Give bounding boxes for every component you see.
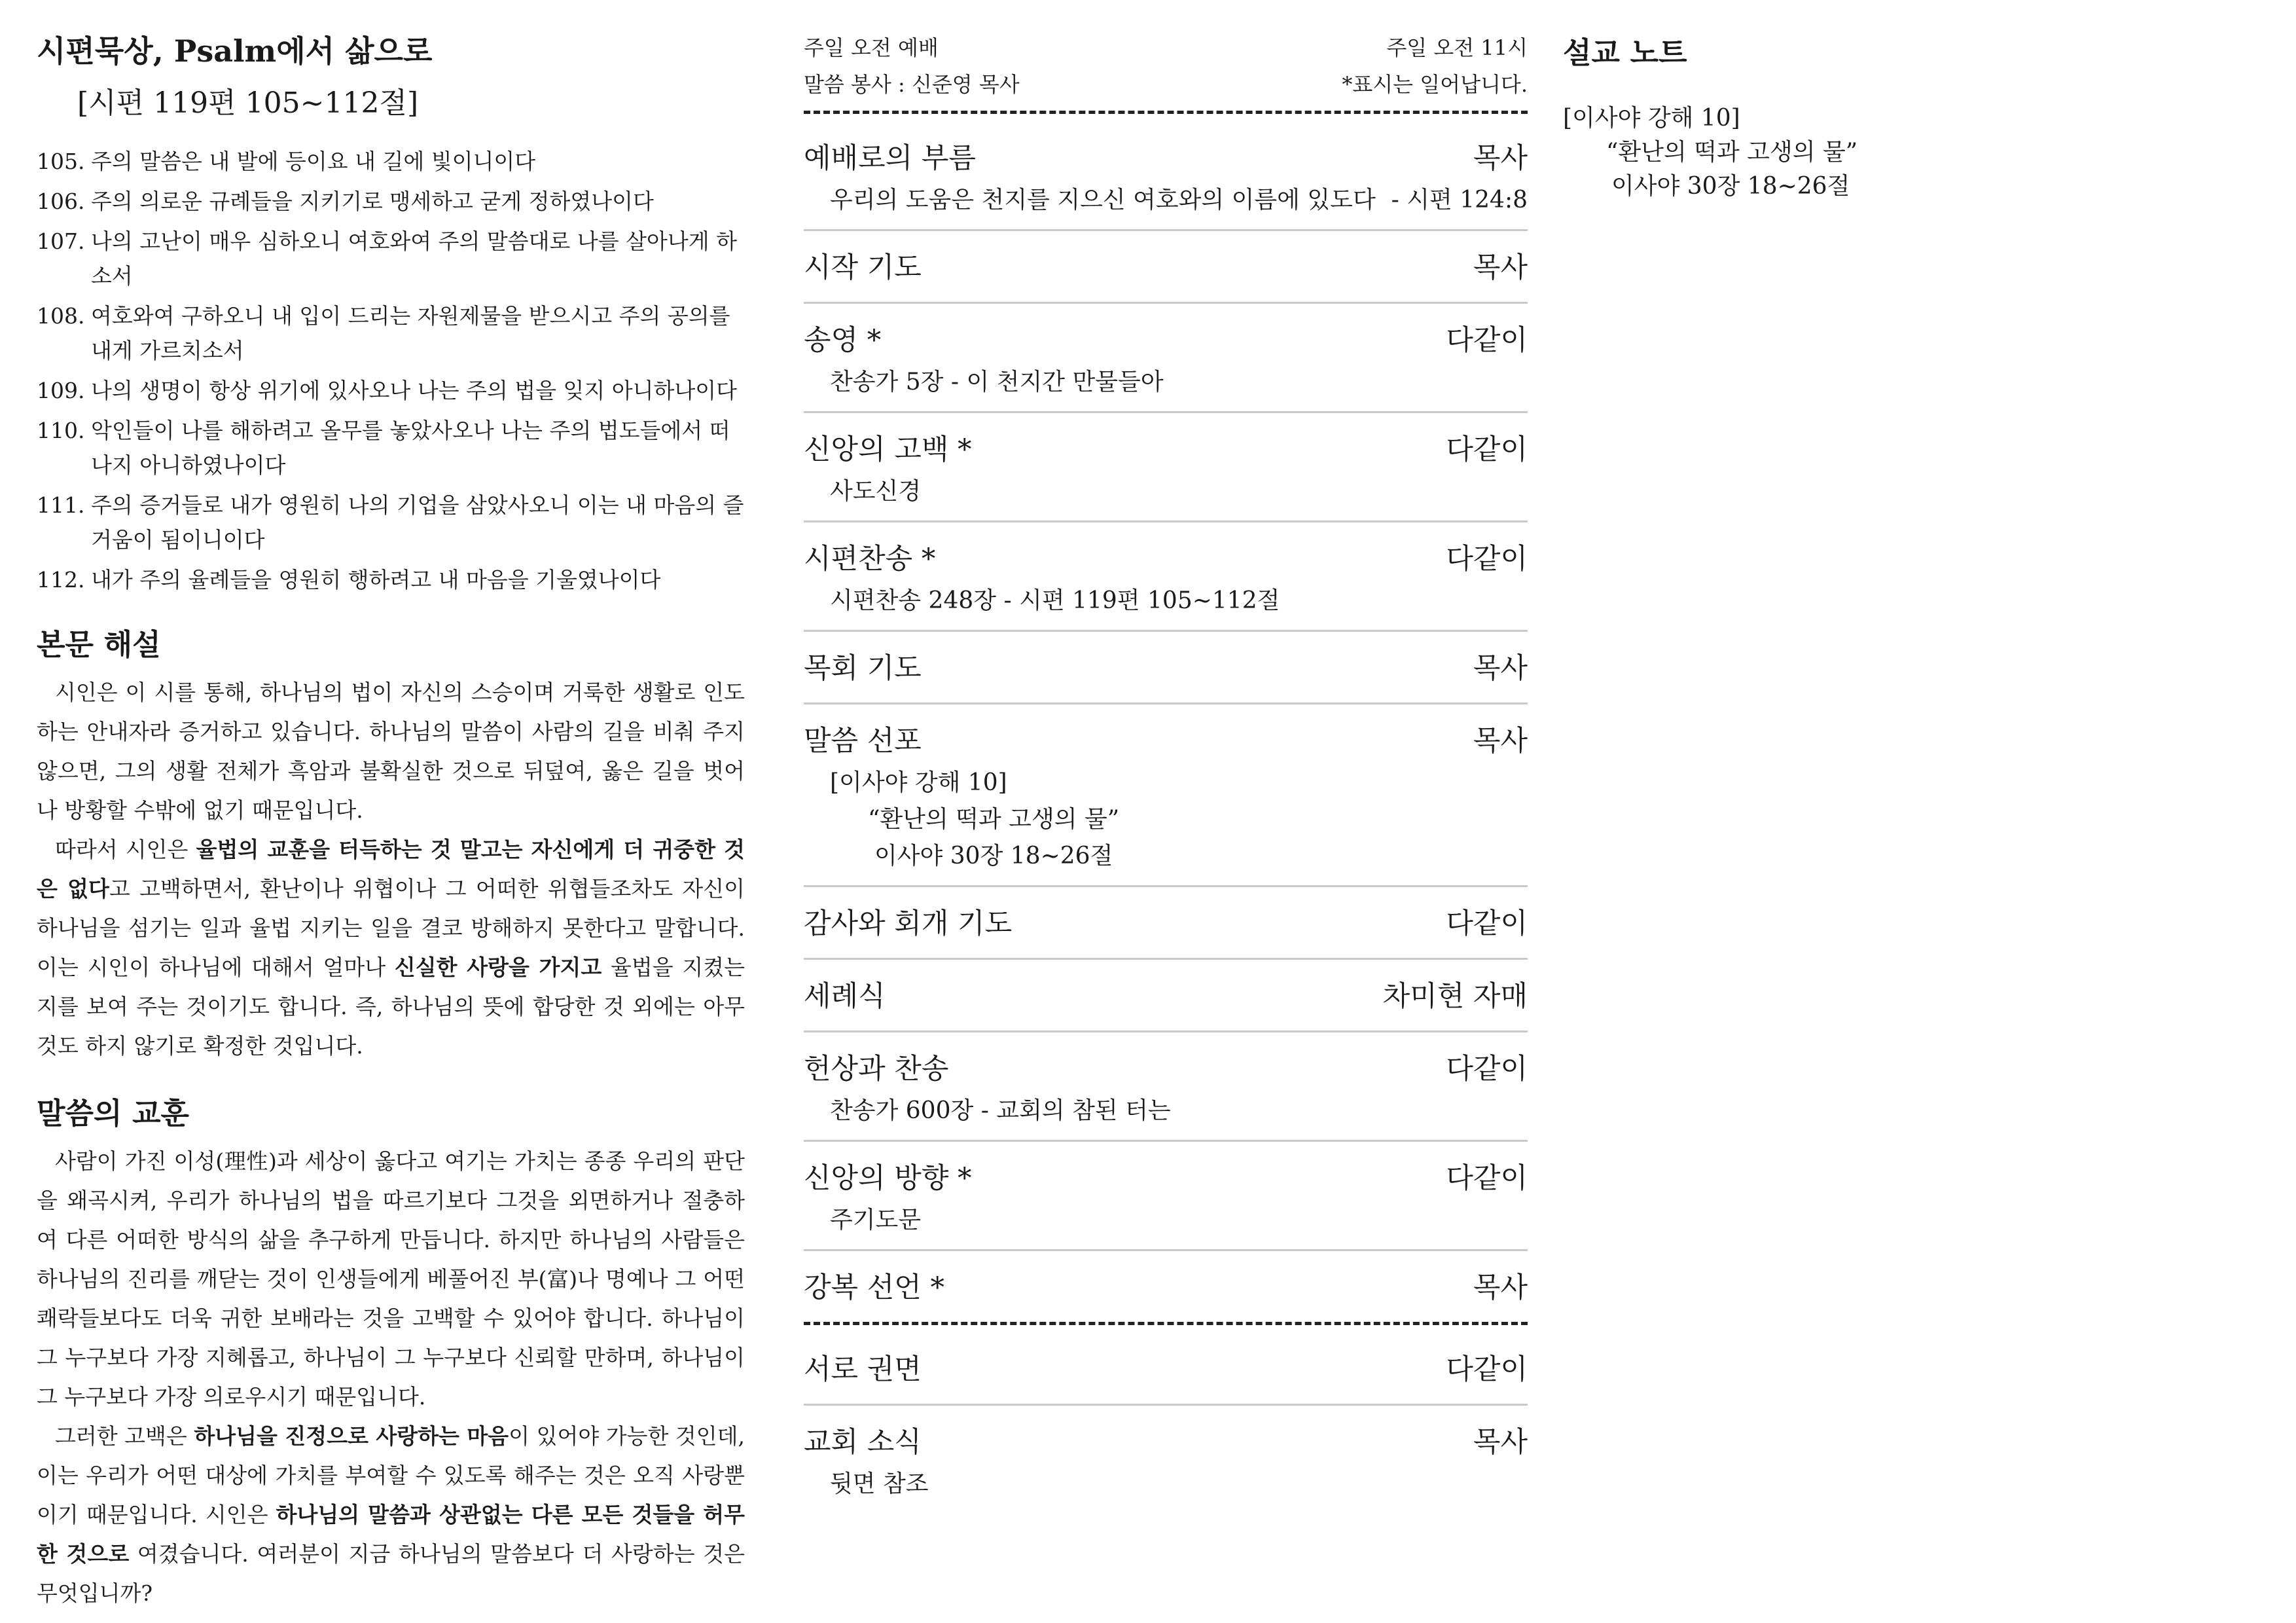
item-title: 감사와 회개 기도 bbox=[804, 907, 1013, 940]
call-reference: - 시편 124:8 bbox=[1391, 187, 1528, 213]
item-detail: 찬송가 5장 - 이 천지간 만물들아 bbox=[830, 369, 1164, 395]
verse-text: 주의 증거들로 내가 영원히 나의 기업을 삼았사오니 이는 내 마음의 즐거움이 됨이니이다 bbox=[91, 492, 744, 553]
item-title: 교회 소식 bbox=[804, 1426, 922, 1459]
worship-item-direction bbox=[804, 1142, 1528, 1251]
sermon-title: “환난의 떡과 고생의 물” bbox=[868, 806, 1120, 833]
verse-number: 106. bbox=[37, 189, 85, 214]
sermon-notes-body bbox=[1563, 101, 2257, 204]
item-title: 예배로의 부름 bbox=[804, 142, 976, 175]
notes-passage: 이사야 30장 18~26절 bbox=[1611, 173, 1850, 200]
lesson-heading: 말씀의 교훈 bbox=[37, 1096, 190, 1131]
verse-text: 나의 생명이 항상 위기에 있사오나 나는 주의 법을 잊지 아니하나이다 bbox=[91, 378, 737, 403]
item-title: 시작 기도 bbox=[804, 251, 922, 284]
verse-number: 108. bbox=[37, 303, 85, 329]
sermon-notes-title: 설교 노트 bbox=[1563, 35, 1687, 70]
passage-reference: [시편 119편 105~112절] bbox=[77, 86, 419, 120]
worship-item-pastoral-prayer bbox=[804, 632, 1528, 704]
service-time: 주일 오전 11시 bbox=[1386, 35, 1528, 60]
verse-item bbox=[37, 488, 745, 557]
item-leader: 목사 bbox=[1473, 142, 1528, 175]
notes-series: [이사야 강해 10] bbox=[1563, 105, 1740, 132]
verse-item bbox=[37, 144, 745, 179]
item-title: 말씀 선포 bbox=[804, 725, 922, 757]
service-header bbox=[804, 29, 1528, 66]
worship-item-sermon bbox=[804, 704, 1528, 887]
verse-item bbox=[37, 413, 745, 483]
verse-text: 내가 주의 율례들을 영원히 행하려고 내 마음을 기울였나이다 bbox=[91, 567, 661, 593]
item-leader: 다같이 bbox=[1446, 1162, 1528, 1195]
item-detail: 시편찬송 248장 - 시편 119편 105~112절 bbox=[830, 587, 1280, 614]
verse-text: 주의 말씀은 내 발에 등이요 내 길에 빛이니이다 bbox=[91, 149, 536, 174]
verse-number: 109. bbox=[37, 378, 85, 403]
item-detail: 뒷면 참조 bbox=[830, 1470, 929, 1497]
worship-item-baptism bbox=[804, 960, 1528, 1032]
commentary-paragraph: 시인은 이 시를 통해, 하나님의 법이 자신의 스승이며 거룩한 생활로 인도하는 안내자라 증거하고 있습니다. 하나님의 말씀이 사람의 길을 비춰 주지 않으면, 그의 생활 전체가 흑암과 불확실한 것으로 뒤덮여, 옳은 길을 벗어나 방황할 수밖에 없기 때문입니다. bbox=[37, 680, 745, 823]
item-leader: 다같이 bbox=[1446, 1353, 1528, 1386]
item-title: 신앙의 방향 * bbox=[804, 1162, 972, 1195]
lesson-paragraph: 그러한 고백은 하나님을 진정으로 사랑하는 마음이 있어야 가능한 것인데, 이는 우리가 어떤 대상에 가치를 부여할 수 있도록 해주는 것은 오직 사랑뿐이기 때문입니다. 시인은 하나님의 말씀과 상관없는 다른 모든 것들을 허무한 것으로 여겼습니다. 여러분이 지금 하나님의 말씀보다 더 사랑하는 것은 무엇입니까? bbox=[37, 1423, 745, 1606]
worship-item-news bbox=[804, 1406, 1528, 1513]
item-detail: 주기도문 bbox=[830, 1207, 922, 1233]
call-scripture: 우리의 도움은 천지를 지으신 여호와의 이름에 있도다 bbox=[830, 187, 1376, 213]
dashed-divider bbox=[804, 1322, 1528, 1325]
verse-text: 주의 의로운 규례들을 지키기로 맹세하고 굳게 정하였나이다 bbox=[91, 189, 654, 214]
verse-number: 110. bbox=[37, 418, 85, 443]
verse-text: 여호와여 구하오니 내 입이 드리는 자원제물을 받으시고 주의 공의를 내게 가르치소서 bbox=[91, 303, 730, 363]
verse-item bbox=[37, 299, 745, 368]
verse-number: 107. bbox=[37, 228, 85, 254]
worship-item-call bbox=[804, 122, 1528, 231]
commentary-paragraph: 따라서 시인은 율법의 교훈을 터득하는 것 말고는 자신에게 더 귀중한 것은 없다고 고백하면서, 환난이나 위협이나 그 어떠한 위협들조차도 자신이 하나님을 섬기는 일과 율법 지키는 일을 결코 방해하지 못한다고 말합니다. 이는 시인이 하나님에 대해서 얼마나 신실한 사랑을 가지고 율법을 지켰는지를 보여 주는 것이기도 합니다. 즉, 하나님의 뜻에 합당한 것 외에는 아무 것도 하지 않기로 확정한 것입니다. bbox=[37, 837, 745, 1059]
worship-item-thanks-prayer bbox=[804, 887, 1528, 960]
item-title: 송영 * bbox=[804, 324, 882, 357]
sermon-detail bbox=[804, 765, 1528, 875]
item-title: 세례식 bbox=[804, 980, 886, 1013]
item-detail: 찬송가 600장 - 교회의 참된 터는 bbox=[830, 1097, 1171, 1124]
item-leader: 다같이 bbox=[1446, 543, 1528, 575]
item-leader: 목사 bbox=[1473, 251, 1528, 284]
worship-item-confession bbox=[804, 413, 1528, 522]
verse-list bbox=[37, 144, 745, 597]
item-detail: 사도신경 bbox=[830, 478, 922, 505]
item-title: 신앙의 고백 * bbox=[804, 433, 972, 466]
worship-item-benediction bbox=[804, 1251, 1528, 1322]
item-title: 시편찬송 * bbox=[804, 543, 936, 575]
verse-item bbox=[37, 562, 745, 597]
item-leader: 목사 bbox=[1473, 1271, 1528, 1304]
sermon-passage: 이사야 30장 18~26절 bbox=[874, 843, 1113, 869]
item-leader: 다같이 bbox=[1446, 324, 1528, 357]
item-leader: 목사 bbox=[1473, 1426, 1528, 1459]
verse-number: 105. bbox=[37, 149, 85, 174]
verse-item bbox=[37, 224, 745, 293]
item-title: 서로 권면 bbox=[804, 1353, 922, 1386]
sermon-notes-column bbox=[1563, 29, 2257, 204]
item-leader: 다같이 bbox=[1446, 907, 1528, 940]
verse-item bbox=[37, 373, 745, 408]
worship-item-exhortation bbox=[804, 1333, 1528, 1406]
notes-sermon-title: “환난의 떡과 고생의 물” bbox=[1606, 139, 1858, 166]
stand-note: *표시는 일어납니다. bbox=[1342, 72, 1528, 97]
service-subheader bbox=[804, 66, 1528, 103]
worship-item-psalm-song bbox=[804, 522, 1528, 632]
worship-item-opening-prayer bbox=[804, 231, 1528, 304]
item-leader: 목사 bbox=[1473, 652, 1528, 685]
service-name: 주일 오전 예배 bbox=[804, 35, 939, 60]
item-leader: 차미현 자매 bbox=[1382, 980, 1528, 1013]
lesson-paragraph: 사람이 가진 이성(理性)과 세상이 옳다고 여기는 가치는 종종 우리의 판단을 왜곡시켜, 우리가 하나님의 법을 따르기보다 그것을 외면하거나 절충하여 다른 어떠한 방식의 삶을 추구하게 만듭니다. 하지만 하나님의 사람들은 하나님의 진리를 깨닫는 것이 인생들에게 베풀어진 부(富)나 명예나 그 어떤 쾌락들보다도 더욱 귀한 보배라는 것을 고백할 수 있어야 합니다. 하나님이 그 누구보다 가장 지혜롭고, 하나님이 그 누구보다 신뢰할 만하며, 하나님이 그 누구보다 가장 의로우시기 때문입니다. bbox=[37, 1148, 745, 1410]
worship-item-doxology bbox=[804, 304, 1528, 413]
dashed-divider bbox=[804, 111, 1528, 114]
verse-number: 112. bbox=[37, 567, 85, 593]
item-title: 강복 선언 * bbox=[804, 1271, 944, 1304]
verse-text: 나의 고난이 매우 심하오니 여호와여 주의 말씀대로 나를 살아나게 하소서 bbox=[91, 228, 737, 289]
item-leader: 목사 bbox=[1473, 725, 1528, 757]
verse-text: 악인들이 나를 해하려고 올무를 놓았사오나 나는 주의 법도들에서 떠나지 아니하였나이다 bbox=[91, 418, 730, 478]
sermon-series: [이사야 강해 10] bbox=[830, 769, 1007, 796]
order-of-worship bbox=[804, 29, 1528, 1513]
worship-item-offering bbox=[804, 1032, 1528, 1142]
item-title: 헌상과 찬송 bbox=[804, 1053, 949, 1085]
commentary-heading: 본문 해설 bbox=[37, 627, 161, 662]
item-title: 목회 기도 bbox=[804, 652, 922, 685]
meditation-title: 시편묵상, Psalm에서 삶으로 bbox=[37, 33, 433, 69]
item-leader: 다같이 bbox=[1446, 1053, 1528, 1085]
verse-number: 111. bbox=[37, 492, 85, 518]
verse-item bbox=[37, 184, 745, 219]
meditation-column bbox=[37, 25, 745, 1613]
item-leader: 다같이 bbox=[1446, 433, 1528, 466]
preacher: 말씀 봉사 : 신준영 목사 bbox=[804, 72, 1020, 97]
